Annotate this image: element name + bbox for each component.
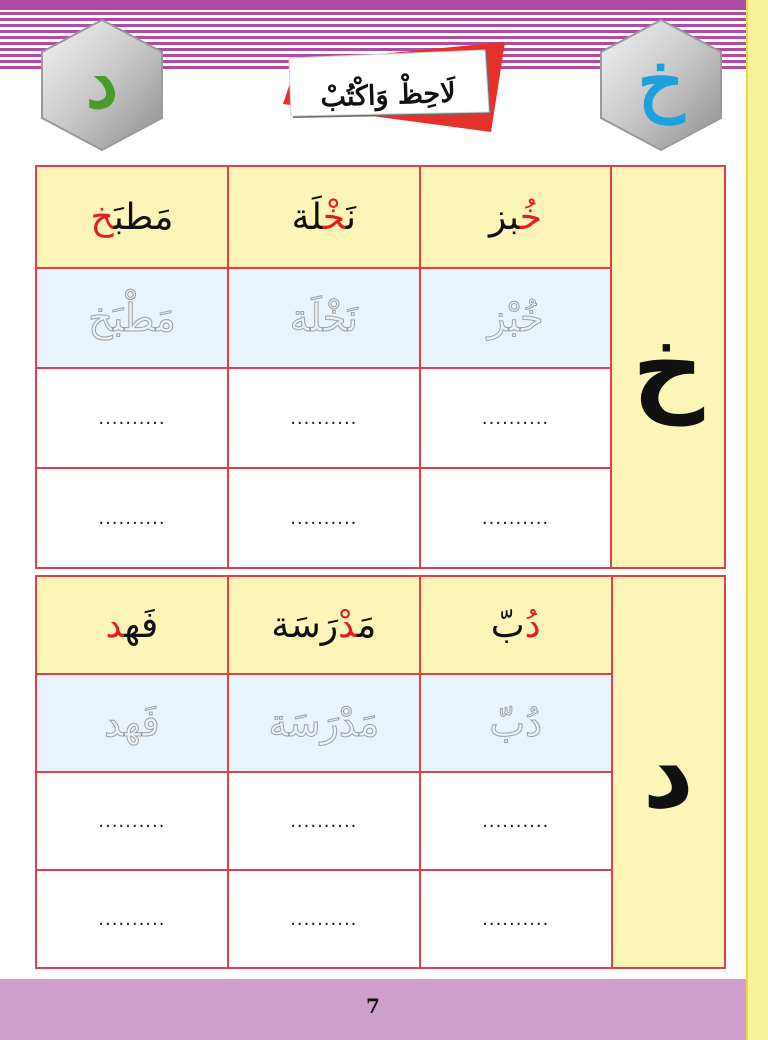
- write-line: ..........: [98, 507, 166, 529]
- left-badge-letter: د: [85, 39, 119, 124]
- write-cell[interactable]: [36, 870, 228, 968]
- side-letter-cell: [612, 576, 725, 968]
- write-line: ..........: [290, 507, 358, 529]
- write-cell[interactable]: [228, 870, 420, 968]
- worksheet-table: [35, 165, 726, 569]
- word-cell: [228, 576, 420, 674]
- write-cell[interactable]: [228, 368, 420, 468]
- word-cell: [420, 576, 612, 674]
- trace-cell: [420, 268, 612, 368]
- write-cell[interactable]: [420, 368, 612, 468]
- write-line: ..........: [98, 810, 166, 832]
- side-letter: خ: [632, 308, 705, 426]
- word-cell: [228, 166, 420, 268]
- left-letter-badge: [38, 18, 166, 153]
- right-letter-badge: [597, 18, 725, 153]
- right-badge-letter: خ: [637, 39, 685, 124]
- right-margin-strip: [746, 0, 768, 1040]
- example-word: مَدْرَسَة: [271, 604, 377, 646]
- trace-word: فَهد: [104, 701, 160, 745]
- write-line: ..........: [98, 908, 166, 930]
- side-letter: د: [642, 713, 694, 831]
- worksheet-table: [35, 575, 726, 969]
- page-number: 7: [366, 994, 380, 1018]
- trace-word: مَدْرَسَة: [268, 701, 380, 745]
- side-letter-cell: [611, 166, 725, 568]
- trace-word: خُبْز: [487, 296, 544, 340]
- trace-word: مَطْبَخ: [88, 296, 176, 340]
- header-bar: [0, 0, 746, 10]
- write-line: ..........: [481, 407, 550, 429]
- write-cell[interactable]: [420, 468, 612, 568]
- example-word: مَطبَخ: [90, 196, 174, 238]
- word-cell: [36, 166, 228, 268]
- title-banner: [283, 32, 513, 132]
- page-title: لَاحِظْ وَاكْتُبْ: [319, 77, 457, 114]
- example-word: خُبز: [489, 196, 543, 238]
- write-line: ..........: [481, 507, 550, 529]
- write-cell[interactable]: [36, 468, 228, 568]
- trace-cell: [228, 268, 420, 368]
- write-line: ..........: [290, 908, 358, 930]
- trace-word: نَخْلَة: [289, 296, 358, 340]
- write-cell[interactable]: [36, 772, 228, 870]
- write-cell[interactable]: [420, 772, 612, 870]
- word-cell: [420, 166, 612, 268]
- write-line: ..........: [482, 810, 550, 832]
- write-line: ..........: [98, 407, 166, 429]
- example-word: نَخْلَة: [291, 196, 357, 238]
- write-line: ..........: [290, 407, 358, 429]
- trace-cell: [228, 674, 420, 772]
- write-line: ..........: [482, 908, 550, 930]
- section-kha: [33, 163, 728, 571]
- word-cell: [36, 576, 228, 674]
- trace-cell: [420, 674, 612, 772]
- write-cell[interactable]: [228, 468, 420, 568]
- example-word: دُبّ: [490, 604, 541, 646]
- write-cell[interactable]: [228, 772, 420, 870]
- example-word: فَهد: [105, 604, 159, 646]
- write-line: ..........: [290, 810, 358, 832]
- write-cell[interactable]: [36, 368, 228, 468]
- trace-cell: [36, 268, 228, 368]
- section-dal: [33, 573, 728, 971]
- trace-word: دُبّ: [489, 701, 543, 745]
- page-footer: [0, 979, 746, 1040]
- write-cell[interactable]: [420, 870, 612, 968]
- trace-cell: [36, 674, 228, 772]
